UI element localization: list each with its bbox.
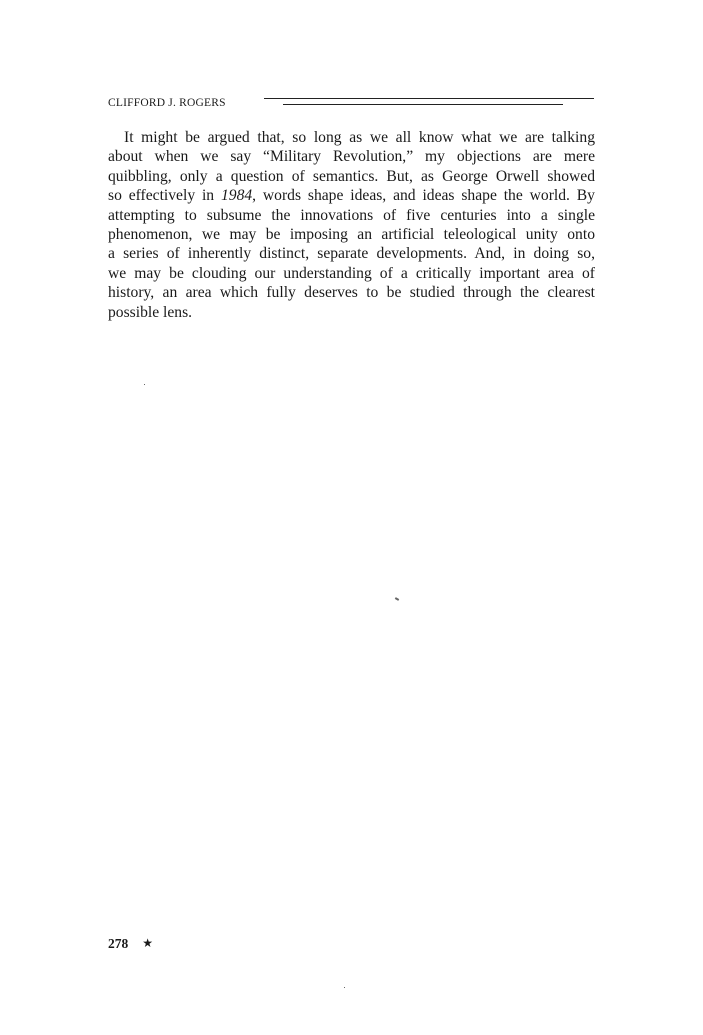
- paragraph-line: quibbling, only a question of semantics. But, as George Orwell showed: [108, 167, 595, 185]
- scan-speck: [344, 987, 345, 988]
- paragraph-line: about when we say “Military Revolution,” my objections are mere: [108, 148, 595, 166]
- running-head-author: CLIFFORD J. ROGERS: [108, 97, 226, 109]
- page-folio: [108, 936, 153, 952]
- star-icon: ★: [142, 936, 154, 950]
- running-head-rule-bottom: [283, 104, 563, 105]
- scan-speck: [144, 384, 145, 385]
- paragraph-line: It might be argued that, so long as we all know what we are talking: [124, 129, 595, 146]
- running-head: [108, 97, 595, 111]
- book-title-1984: 1984: [220, 187, 253, 205]
- paragraph-line: we may be clouding our understanding of a critically important area of: [108, 264, 595, 282]
- paragraph-line: phenomenon, we may be imposing an artificial teleological unity onto: [108, 225, 595, 243]
- paragraph-line-start: so effectively in: [108, 187, 221, 205]
- running-head-rule-top: [264, 98, 594, 99]
- scan-speck: [395, 597, 399, 601]
- paragraph-line-end: , words shape ideas, and ideas shape the world. By: [252, 187, 595, 205]
- page-number: 278: [108, 936, 129, 951]
- body-paragraph: [108, 128, 595, 322]
- paragraph-line: attempting to subsume the innovations of five centuries into a single: [108, 206, 595, 224]
- paragraph-line: history, an area which fully deserves to be studied through the clearest: [108, 284, 595, 302]
- paragraph-line: [108, 186, 595, 205]
- paragraph-line: a series of inherently distinct, separate developments. And, in doing so,: [108, 245, 595, 263]
- paragraph-line: possible lens.: [108, 303, 193, 321]
